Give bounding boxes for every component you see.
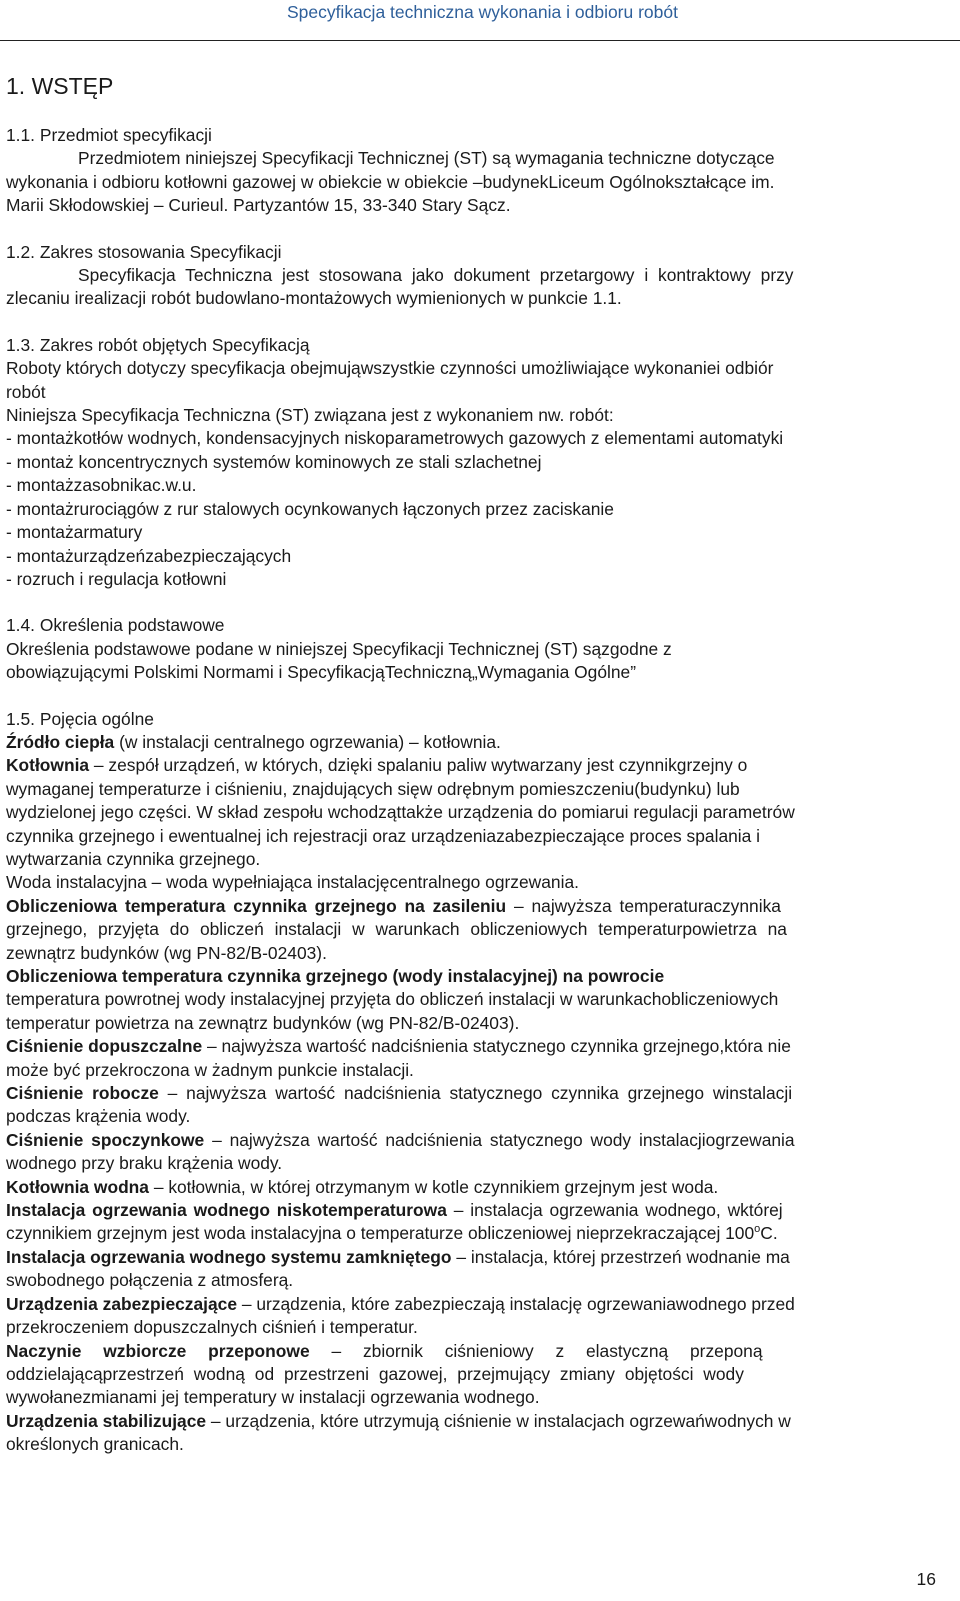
paragraph-line: zlecaniu irealizacji robót budowlano-montażowych wymienionych w punkcie 1.1.: [6, 288, 622, 309]
list-item: - montażurządzeńzabezpieczających: [6, 545, 292, 566]
term: Kotłownia wodna: [6, 1176, 149, 1197]
term: Obliczeniowa temperatura czynnika grzejnego na zasileniu: [6, 895, 507, 916]
section-title: 1.3. Zakres robót objętych Specyfikacją: [6, 334, 310, 355]
section-title: 1.1. Przedmiot specyfikacji: [6, 125, 212, 145]
section-1-3: [6, 334, 952, 591]
definition-zrodlo-ciepla: Źródło ciepła (w instalacji centralnego ogrzewania) – kotłownia.: [6, 731, 501, 752]
term: Obliczeniowa temperatura czynnika grzejnego (wody instalacyjnej) na powrocie: [6, 966, 665, 986]
section-1-2: [6, 241, 952, 311]
definition-kotlownia-wodna: Kotłownia wodna – kotłownia, w której otrzymanym w kotle czynnikiem grzejnym jest woda.: [6, 1176, 719, 1197]
section-1-4: [6, 614, 952, 684]
definition-woda-instalacyjna: Woda instalacyjna – woda wypełniająca instalacjęcentralnego ogrzewania.: [6, 872, 579, 893]
header-title: Specyfikacja techniczna wykonania i odbioru robót: [286, 2, 678, 22]
definition-temp-powrot: Obliczeniowa temperatura czynnika grzejnego (wody instalacyjnej) na powrocie temperatura powrotnej wody instalacyjnej przyjęta do obliczeń instalacji w warunkachobliczeniowych temperatur powietrza na zewnątrz budynków (wg PN-82/B-02403).: [6, 966, 779, 1033]
list-item: - montaż koncentrycznych systemów kominowych ze stali szlachetnej: [6, 451, 542, 472]
paragraph-line: obowiązującymi Polskimi Normami i SpecyfikacjąTechniczną„Wymagania Ogólne”: [6, 662, 637, 683]
paragraph-line: Marii Skłodowskiej – Curieul. Partyzantów 15, 33-340 Stary Sącz.: [6, 195, 511, 216]
list-item: - rozruch i regulacja kotłowni: [6, 568, 227, 589]
list-item: - montażarmatury: [6, 522, 143, 543]
term: Kotłownia: [6, 755, 90, 776]
term: Ciśnienie spoczynkowe: [6, 1129, 205, 1150]
list-item: - montażkotłów wodnych, kondensacyjnych niskoparametrowych gazowych z elementami automatyki: [6, 428, 784, 449]
definition-temp-zasilenie: Obliczeniowa temperatura czynnika grzejnego na zasileniu – najwyższa temperaturaczynnika grzejnego, przyjęta do obliczeń instalacji w warunkach obliczeniowych temperaturpowietrza na zewnątrz budynków (wg PN-82/B-02403).: [6, 895, 787, 963]
section-title: 1.2. Zakres stosowania Specyfikacji: [6, 241, 282, 262]
definition-urzadzenia-zabezpieczajace: Urządzenia zabezpieczające – urządzenia, które zabezpieczają instalację ogrzewaniawodnego przed przekroczeniem dopuszczalnych ciśnień i temperatur.: [6, 1293, 795, 1338]
term: Źródło ciepła: [6, 731, 115, 752]
heading-wstep: 1. WSTĘP: [6, 73, 114, 99]
paragraph-line: Przedmiotem niniejszej Specyfikacji Technicznej (ST) są wymagania techniczne dotyczące: [78, 148, 775, 169]
definition-cisnienie-spoczynkowe: Ciśnienie spoczynkowe – najwyższa wartość nadciśnienia statycznego wody instalacjiogrzewania wodnego przy braku krążenia wody.: [6, 1129, 795, 1174]
definition-cisnienie-robocze: Ciśnienie robocze – najwyższa wartość nadciśnienia statycznego czynnika grzejnego winstalacji podczas krążenia wody.: [6, 1083, 793, 1127]
term: Urządzenia stabilizujące: [6, 1410, 207, 1431]
paragraph-line: Niniejsza Specyfikacja Techniczna (ST) związana jest z wykonaniem nw. robót:: [6, 405, 614, 426]
page-number: 16: [916, 1569, 936, 1589]
paragraph-line: robót: [6, 381, 46, 402]
list-item: - montażzasobnikac.w.u.: [6, 475, 197, 496]
term: Ciśnienie dopuszczalne: [6, 1036, 203, 1057]
term: Naczynie wzbiorcze przeponowe: [6, 1340, 310, 1361]
term: Urządzenia zabezpieczające: [6, 1293, 238, 1314]
term: Instalacja ogrzewania wodnego niskotemperaturowa: [6, 1200, 447, 1221]
document-body: [6, 72, 952, 1457]
paragraph-line: Określenia podstawowe podane w niniejszej Specyfikacji Technicznej (ST) sązgodne z: [6, 638, 672, 659]
section-1-5: [6, 708, 952, 1457]
section-title: 1.4. Określenia podstawowe: [6, 615, 225, 636]
definition-urzadzenia-stabilizujace: Urządzenia stabilizujące – urządzenia, które utrzymują ciśnienie w instalacjach ogrzewańwodnych w określonych granicach.: [6, 1410, 791, 1455]
paragraph-line: Roboty których dotyczy specyfikacja obejmująwszystkie czynności umożliwiające wykonaniei odbiór: [6, 358, 774, 379]
paragraph-line: wykonania i odbioru kotłowni gazowej w obiekcie w obiekcie –budynekLiceum Ogólnokształcące im.: [6, 171, 775, 192]
section-1-1: [6, 124, 952, 218]
definition-kotlownia: Kotłownia – zespół urządzeń, w których, dzięki spalaniu paliw wytwarzany jest czynnikgrzejny o wymaganej temperaturze i ciśnieniu, znajdujących sięw odrębnym pomieszczeniu(budynku) lub wydzielonej jego części. W skład zespołu wchodząttakże urządzenia do pomiarui regulacji parametrów czynnika grzejnego i ewentualnej ich rejestracji oraz urządzeniazabezpieczające proces spalania i wytwarzania czynnika grzejnego.: [6, 755, 795, 869]
term: Instalacja ogrzewania wodnego systemu zamkniętego: [6, 1246, 452, 1267]
page-header: [0, 0, 960, 41]
definition-naczynie-wzbiorcze: Naczynie wzbiorcze przeponowe – zbiornik ciśnieniowy z elastyczną przeponą oddzielającąprzestrzeń wodną od przestrzeni gazowej, przejmujący zmiany objętości wody wywołanezmianami jej temperatury w instalacji ogrzewania wodnego.: [6, 1340, 763, 1408]
definition-instalacja-niskotemperaturowa: Instalacja ogrzewania wodnego niskotemperaturowa – instalacja ogrzewania wodnego, wktórej czynnikiem grzejnym jest woda instalacyjna o temperaturze obliczeniowej nieprzekraczającej 100$^o$C.: [6, 1200, 783, 1244]
definition-system-zamkniety: Instalacja ogrzewania wodnego systemu zamkniętego – instalacja, której przestrzeń wodnanie ma swobodnego połączenia z atmosferą.: [6, 1246, 790, 1291]
paragraph-line: Specyfikacja Techniczna jest stosowana jako dokument przetargowy i kontraktowy przy: [78, 265, 794, 286]
list-item: - montażrurociągów z rur stalowych ocynkowanych łączonych przez zaciskanie: [6, 498, 614, 519]
section-title: 1.5. Pojęcia ogólne: [6, 708, 154, 729]
definition-cisnienie-dopuszczalne: Ciśnienie dopuszczalne – najwyższa wartość nadciśnienia statycznego czynnika grzejnego,która nie może być przekroczona w żadnym punkcie instalacji.: [6, 1036, 791, 1080]
term: Ciśnienie robocze: [6, 1083, 159, 1104]
